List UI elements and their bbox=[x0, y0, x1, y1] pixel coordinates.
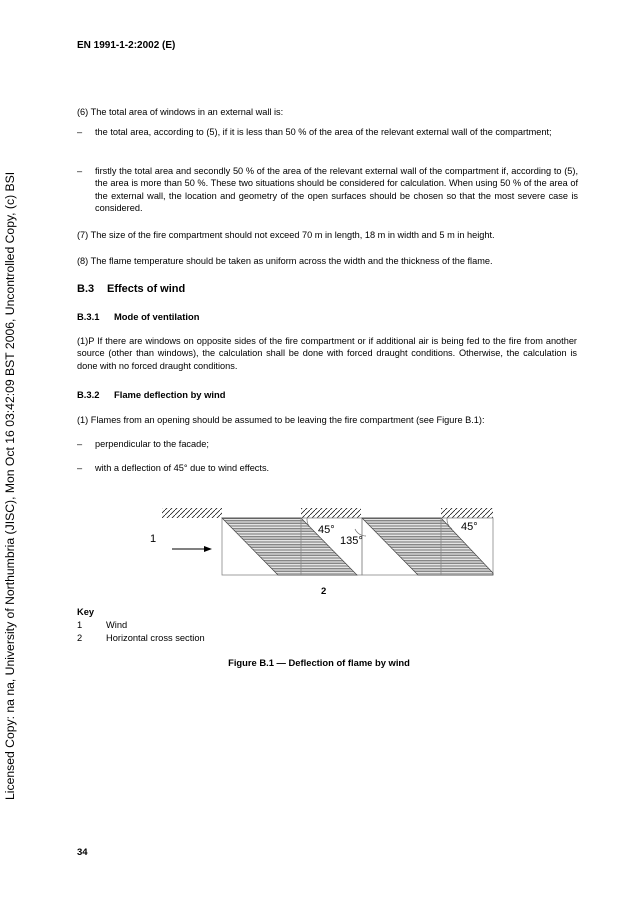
document-header: EN 1991-1-2:2002 (E) bbox=[77, 40, 176, 51]
dash-bullet-3: – bbox=[77, 439, 83, 449]
dash-bullet-4: – bbox=[77, 463, 83, 473]
figure-angle-45-left: 45° bbox=[318, 524, 335, 536]
wall-hatch-left bbox=[162, 508, 222, 518]
bullet-item-4: with a deflection of 45° due to wind effects. bbox=[95, 463, 270, 473]
wall-hatch-right bbox=[441, 508, 493, 518]
figure-label-section: 2 bbox=[321, 586, 327, 597]
key-item-2-num: 2 bbox=[77, 633, 83, 643]
section-b3-number: B.3 bbox=[77, 283, 95, 295]
key-title: Key bbox=[77, 607, 95, 617]
section-b31-title: Mode of ventilation bbox=[114, 311, 200, 322]
wind-arrow bbox=[172, 546, 212, 552]
key-item-1-text: Wind bbox=[106, 620, 128, 630]
figure-label-wind: 1 bbox=[150, 533, 157, 545]
section-b31-number: B.3.1 bbox=[77, 311, 100, 322]
para-b31: (1)P If there are windows on opposite sides of the fire compartment or if additional air is being fed to the fire from another source (other than windows), the calculation shall be done with forced draught conditions. Otherwise, the calculation is done with no forced draught conditions. bbox=[77, 336, 577, 371]
key-item-2-text: Horizontal cross section bbox=[106, 633, 205, 643]
dash-bullet-2: – bbox=[77, 166, 83, 176]
bullet-item-1: the total area, according to (5), if it is less than 50 % of the area of the relevant external wall of the compartment; bbox=[95, 127, 552, 137]
page-number: 34 bbox=[77, 847, 88, 858]
figure-angle-45-right: 45° bbox=[461, 521, 478, 533]
key-item-1-num: 1 bbox=[77, 620, 83, 630]
bullet-item-3: perpendicular to the facade; bbox=[95, 439, 209, 449]
section-b32-title: Flame deflection by wind bbox=[114, 389, 226, 400]
license-watermark: Licensed Copy: na na, University of Northumbria (JISC), Mon Oct 16 03:42:09 BST 2006, Uncontrolled Copy, (c) BSI bbox=[3, 171, 17, 800]
section-b32-number: B.3.2 bbox=[77, 389, 100, 400]
wall-hatch-middle bbox=[301, 508, 361, 518]
dash-bullet-1: – bbox=[77, 127, 83, 137]
section-b3-title: Effects of wind bbox=[107, 283, 186, 295]
para-6-intro: (6) The total area of windows in an external wall is: bbox=[77, 107, 284, 117]
para-b32: (1) Flames from an opening should be assumed to be leaving the fire compartment (see Figure B.1): bbox=[77, 415, 485, 425]
figure-caption: Figure B.1 — Deflection of flame by wind bbox=[228, 657, 410, 668]
para-8: (8) The flame temperature should be taken as uniform across the width and the thickness of the flame. bbox=[77, 256, 493, 266]
figure-angle-135: 135° bbox=[340, 535, 363, 547]
para-7: (7) The size of the fire compartment should not exceed 70 m in length, 18 m in width and 5 m in height. bbox=[77, 230, 495, 240]
bullet-item-2: firstly the total area and secondly 50 % of the area of the relevant external wall of the compartment if, according to (5), the area is more than 50 %. These two situations should be considered for calculation. When using 50 % of the area of the external wall, the location and geometry of the open surfaces should be chosen so that the most severe case is considered. bbox=[95, 166, 578, 213]
